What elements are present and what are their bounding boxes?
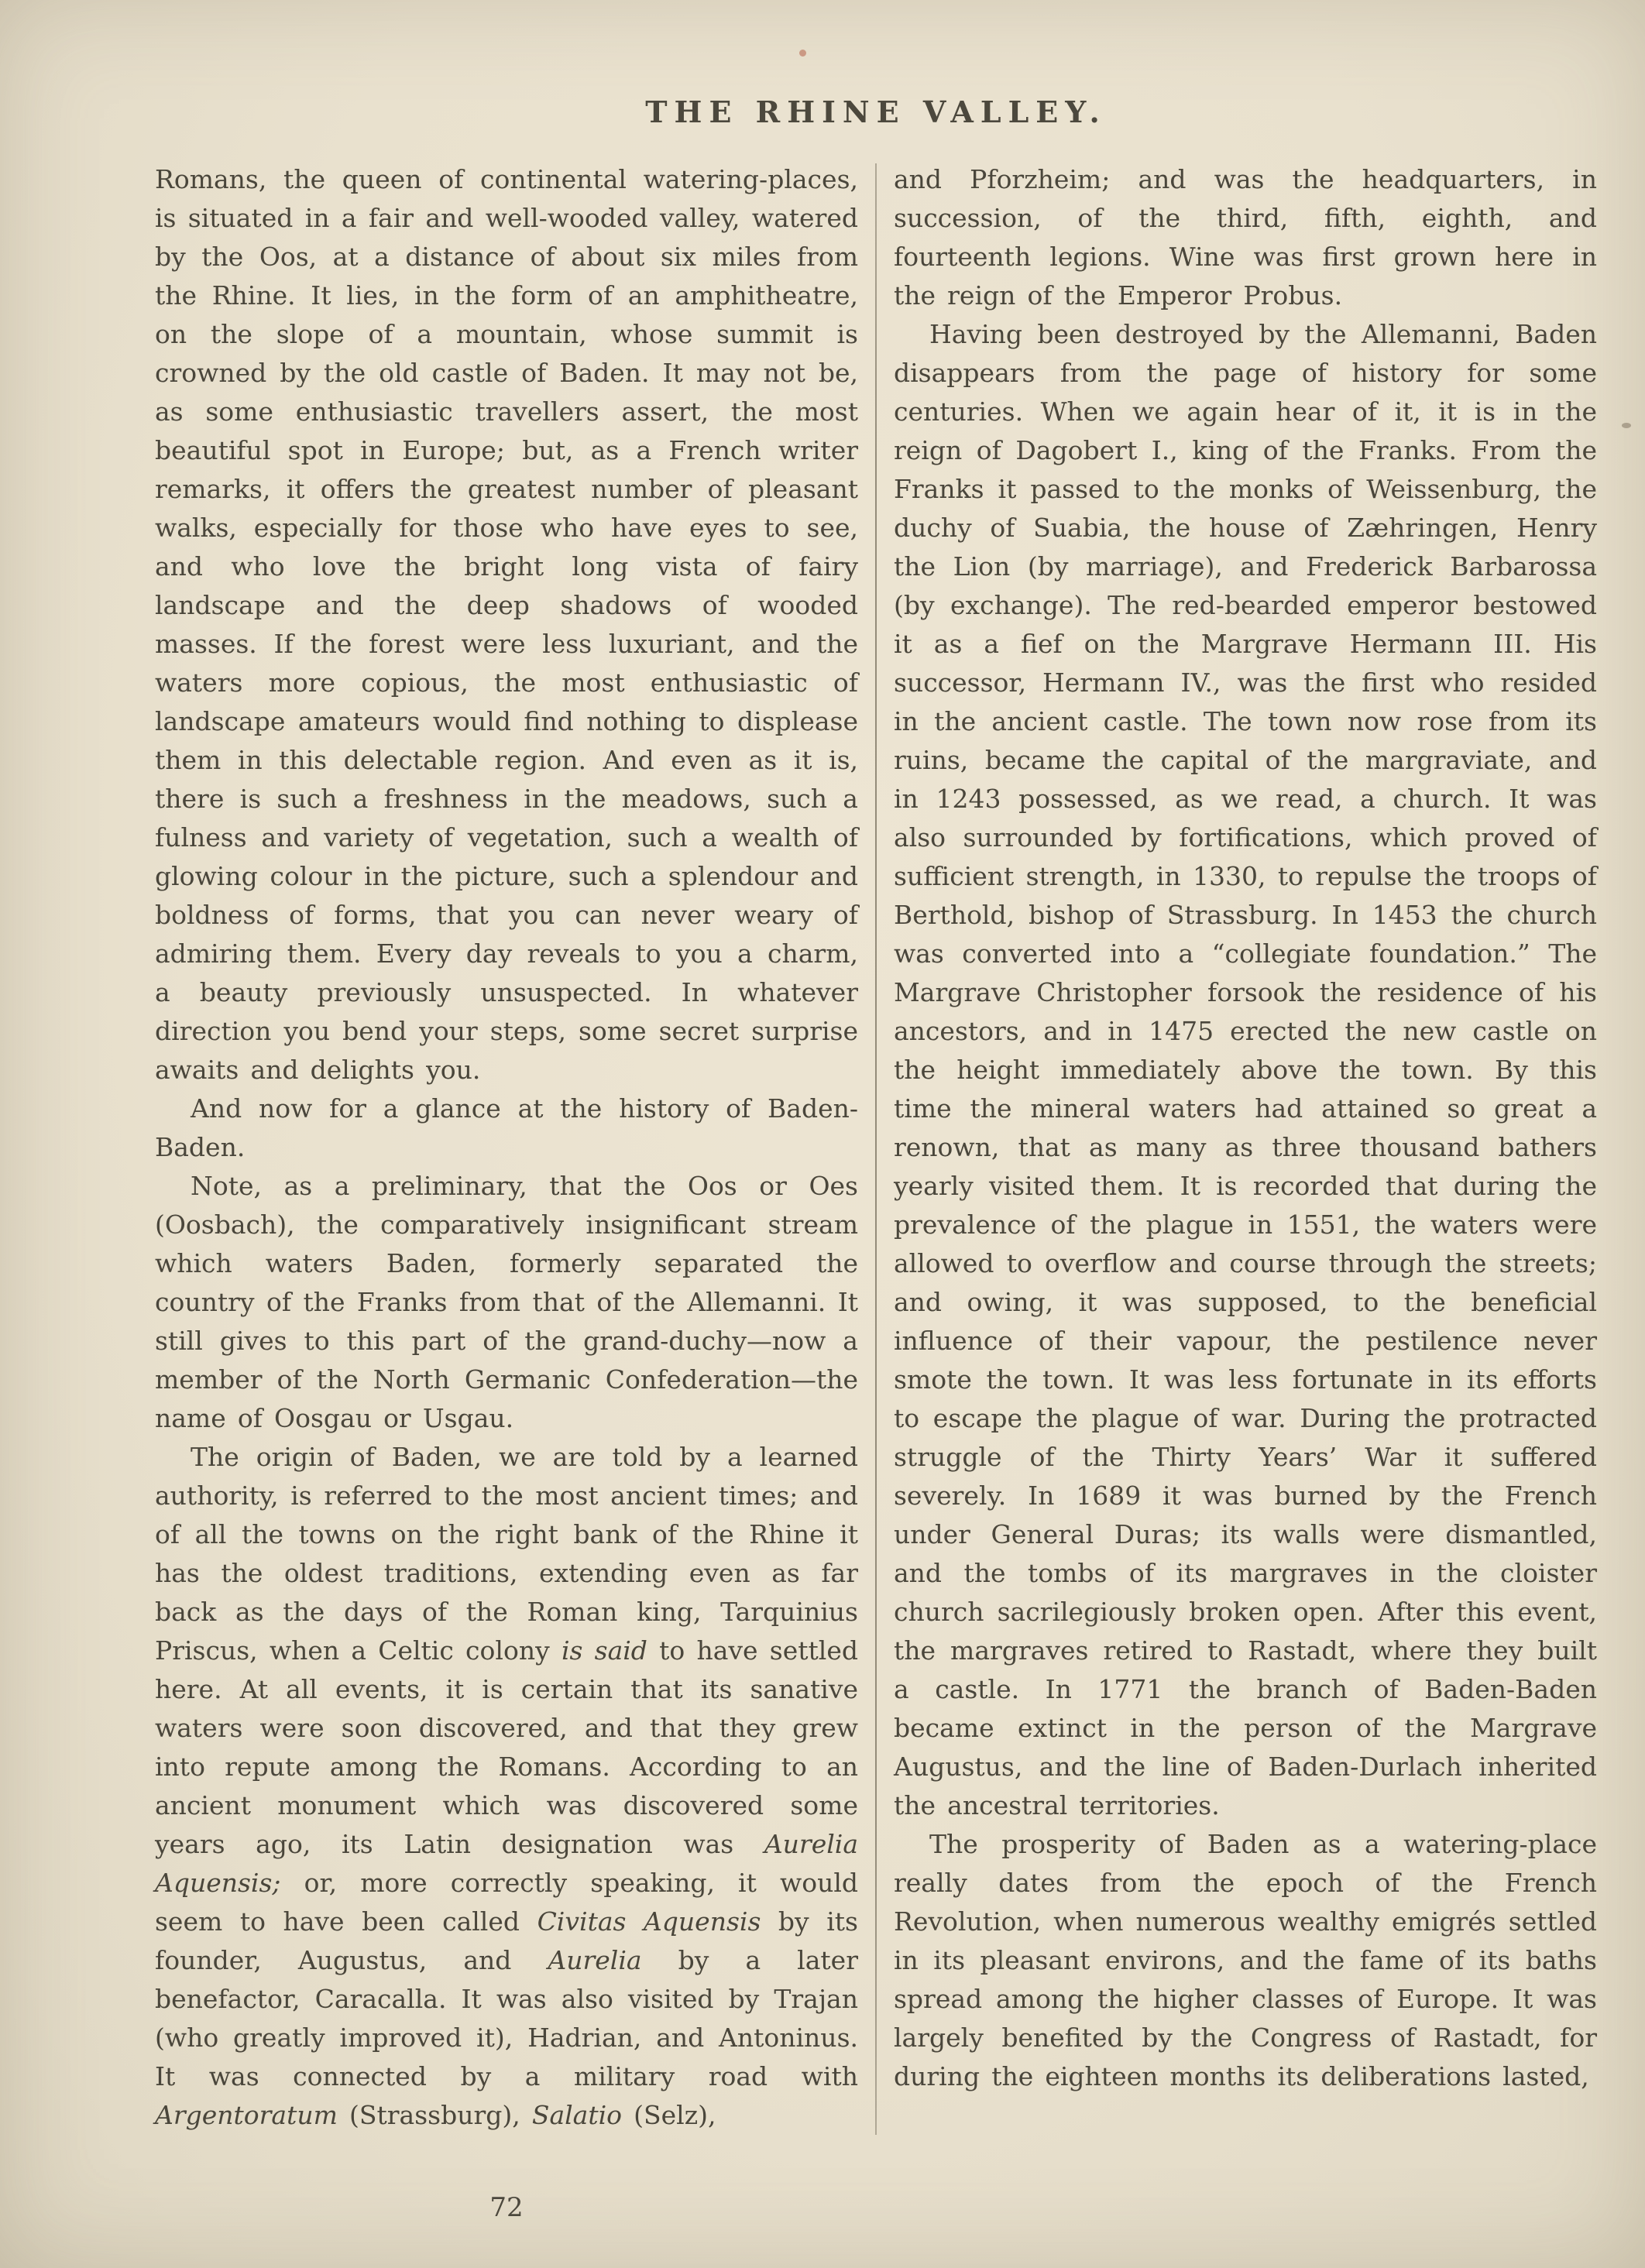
italic-text: Argentoratum xyxy=(155,2100,338,2130)
paragraph xyxy=(894,160,1597,315)
body-text: And now for a glance at the history of Baden-Baden. xyxy=(155,1093,858,1162)
body-text: by a later benefactor, Caracalla. It was also visited by Trajan (who greatly improved it), Hadrian, and Antoninus. It was connected by a military road with xyxy=(155,1945,858,2091)
body-text: or, more correctly speaking, it would seem to have been called xyxy=(155,1868,858,1937)
paragraph xyxy=(155,1167,858,1438)
body-text: (Strassburg), xyxy=(337,2100,532,2130)
left-column xyxy=(155,160,858,2135)
body-text: The prosperity of Baden as a watering-place really dates from the epoch of the French Revolution, when numerous wealthy emigrés settled in its pleasant environs, and the fame of its baths spread among the higher classes of Europe. It was largely benefited by the Congress of Rastadt, for during the eighteen months its deliberations lasted, xyxy=(894,1829,1597,2091)
italic-text: Salatio xyxy=(531,2100,623,2130)
italic-text: Civitas Aquensis xyxy=(537,1906,761,1937)
body-text: by its founder, Augustus, and xyxy=(155,1906,858,1975)
paragraph xyxy=(155,1438,858,2135)
italic-text: Aurelia xyxy=(548,1945,642,1975)
italic-text: is said xyxy=(561,1635,647,1666)
paragraph xyxy=(894,1825,1597,2096)
italic-text: Aurelia Aquensis; xyxy=(155,1829,858,1898)
text-columns xyxy=(155,160,1597,2135)
paragraph xyxy=(155,1089,858,1167)
paper-speck xyxy=(1622,423,1631,428)
paragraph xyxy=(894,315,1597,1825)
body-text: (Selz), xyxy=(622,2100,716,2130)
body-text: The origin of Baden, we are told by a learned authority, is referred to the most ancient times; and of all the towns on the right bank of the Rhine it has the oldest traditions, extending even as far back as the days of the Roman king, Tarquinius Priscus, when a Celtic colony xyxy=(155,1442,858,1666)
right-column xyxy=(894,160,1597,2135)
column-divider xyxy=(875,163,877,2135)
body-text: and Pforzheim; and was the headquarters, in succession, of the third, fifth, eighth, and fourteenth legions. Wine was first grown here in the reign of the Emperor Probus. xyxy=(894,164,1597,311)
page-title: THE RHINE VALLEY. xyxy=(645,94,1107,129)
body-text: to have settled here. At all events, it is certain that its sanative waters were soon discovered, and that they grew into repute among the Romans. According to an ancient monument which was discovered some years ago, its Latin designation was xyxy=(155,1635,858,1859)
body-text: Note, as a preliminary, that the Oos or Oes (Oosbach), the comparatively insignificant stream which waters Baden, formerly separated the country of the Franks from that of the Allemanni. It still gives to this part of the grand-duchy—now a member of the North Germanic Confederation—the name of Oosgau or Usgau. xyxy=(155,1171,858,1433)
page-number: 72 xyxy=(489,2192,524,2223)
body-text: Having been destroyed by the Allemanni, Baden disappears from the page of history for some centuries. When we again hear of it, it is in the reign of Dagobert I., king of the Franks. From the Franks it passed to the monks of Weissenburg, the duchy of Suabia, the house of Zæhringen, Henry the Lion (by marriage), and Frederick Barbarossa (by exchange). The red-bearded emperor bestowed it as a fief on the Margrave Hermann III. His successor, Hermann IV., was the first who resided in the ancient castle. The town now rose from its ruins, became the capital of the margraviate, and in 1243 possessed, as we read, a church. It was also surrounded by fortifications, which proved of sufficient strength, in 1330, to repulse the troops of Berthold, bishop of Strassburg. In 1453 the church was converted into a “collegiate foundation.” The Margrave Christopher forsook the residence of his ancestors, and in 1475 erected the new castle on the height immediately above the town. By this time the mineral waters had attained so great a renown, that as many as three thousand bathers yearly visited them. It is recorded that during the prevalence of the plague in 1551, the waters were allowed to overflow and course through the streets; and owing, it was supposed, to the beneficial influence of their vapour, the pestilence never smote the town. It was less fortunate in its efforts to escape the plague of war. During the protracted struggle of the Thirty Years’ War it suffered severely. In 1689 it was burned by the French under General Duras; its walls were dismantled, and the tombs of its margraves in the cloister church sacrilegiously broken open. After this event, the margraves retired to Rastadt, where they built a castle. In 1771 the branch of Baden-Baden became extinct in the person of the Margrave Augustus, and the line of Baden-Durlach inherited the ancestral territories. xyxy=(894,319,1597,1820)
body-text: Romans, the queen of continental watering-places, is situated in a fair and well-wooded valley, watered by the Oos, at a distance of about six miles from the Rhine. It lies, in the form of an amphitheatre, on the slope of a mountain, whose summit is crowned by the old castle of Baden. It may not be, as some enthusiastic travellers assert, the most beautiful spot in Europe; but, as a French writer remarks, it offers the greatest number of pleasant walks, especially for those who have eyes to see, and who love the bright long vista of fairy landscape and the deep shadows of wooded masses. If the forest were less luxuriant, and the waters more copious, the most enthusiastic of landscape amateurs would find nothing to displease them in this delectable region. And even as it is, there is such a freshness in the meadows, such a fulness and variety of vegetation, such a wealth of glowing colour in the picture, such a splendour and boldness of forms, that you can never weary of admiring them. Every day reveals to you a charm, a beauty previously unsuspected. In whatever direction you bend your steps, some secret surprise awaits and delights you. xyxy=(155,164,858,1085)
paragraph xyxy=(155,160,858,1089)
